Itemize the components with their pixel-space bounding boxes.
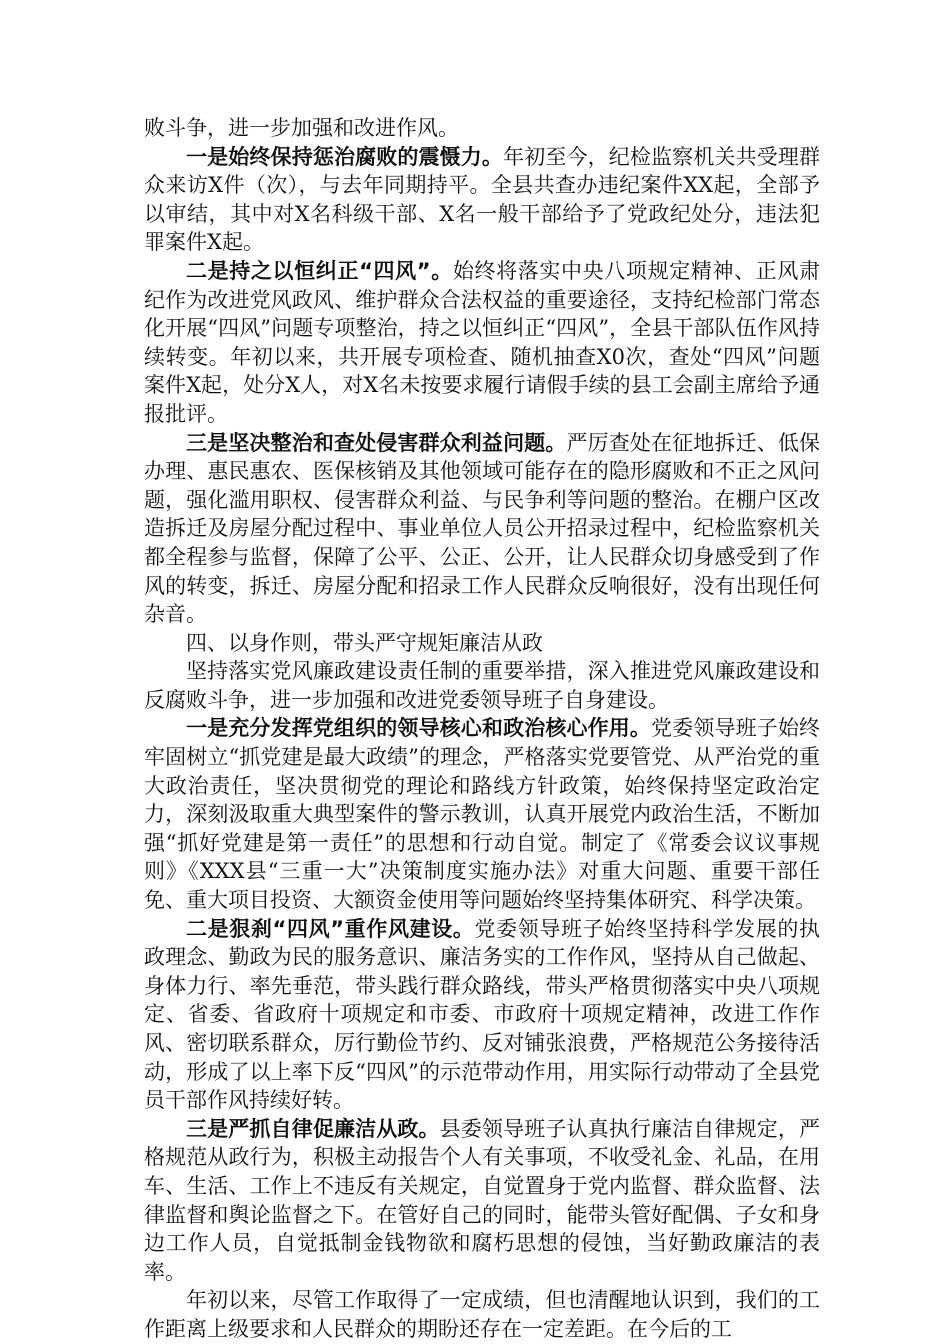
- paragraph-1: [144, 143, 820, 257]
- paragraph-text: 年初至今，纪检监察机关共受理群众来访X件（次），与去年同期持平。全县共查办违纪案件XX起，全部予以审结，其中对X名科级干部、X名一般干部给予了党政纪处分，违法犯罪案件X起。: [144, 144, 821, 255]
- section-heading-4: [144, 629, 820, 658]
- paragraph-text: 坚持落实党风廉政建设责任制的重要举措，深入推进党风廉政建设和反腐败斗争，进一步加强和改进党委领导班子自身建设。: [144, 659, 820, 712]
- paragraph-9: [144, 1286, 820, 1343]
- document-body: [144, 114, 820, 1344]
- paragraph-text: 年初以来，尽管工作取得了一定成绩，但也清醒地认识到，我们的工作距离上级要求和人民群众的期盼还存在一定差距。在今后的工: [144, 1288, 820, 1341]
- paragraph-7: [144, 915, 820, 1115]
- paragraph-0: [144, 114, 820, 143]
- paragraph-8: [144, 1115, 820, 1287]
- paragraph-text: 始终将落实中央八项规定精神、正风肃纪作为改进党风政风、维护群众合法权益的重要途径，支持纪检部门常态化开展“四风”问题专项整治，持之以恒纠正“四风”，全县干部队伍作风持续转变。年初以来，共开展专项检查、随机抽查X0次，查处“四风”问题案件X起，处分X人，对X名未按要求履行请假手续的县工会副主席给予通报批评。: [144, 258, 821, 426]
- paragraph-text: 败斗争，进一步加强和改进作风。: [144, 116, 459, 140]
- paragraph-text: 严厉查处在征地拆迁、低保办理、惠民惠农、医保核销及其他领域可能存在的隐形腐败和不正之风问题，强化滥用职权、侵害群众利益、与民争利等问题的整治。在棚户区改造拆迁及房屋分配过程中、事业单位人员公开招录过程中，纪检监察机关都全程参与监督，保障了公平、公正、公开，让人民群众切身感受到了作风的转变，拆迁、房屋分配和招录工作人民群众反响很好，没有出现任何杂音。: [144, 430, 821, 627]
- paragraph-3: [144, 429, 820, 629]
- paragraph-lead: 一是充分发挥党组织的领导核心和政治核心作用。: [186, 716, 652, 741]
- paragraph-lead: 一是始终保持惩治腐败的震慑力。: [186, 144, 504, 169]
- paragraph-5: [144, 657, 820, 714]
- paragraph-6: [144, 714, 820, 914]
- paragraph-lead: 三是严抓自律促廉洁从政。: [186, 1116, 440, 1141]
- paragraph-text: 党委领导班子始终坚持科学发展的执政理念、勤政为民的服务意识、廉洁务实的工作作风，坚持从自己做起、身体力行、率先垂范，带头践行群众路线，带头严格贯彻落实中央八项规定、省委、省政府十项规定和市委、市政府十项规定精神，改进工作作风、密切联系群众，厉行勤俭节约、反对铺张浪费，严格规范公务接待活动，形成了以上率下反“四风”的示范带动作用，用实际行动带动了全县党员干部作风持续好转。: [144, 916, 820, 1113]
- paragraph-2: [144, 257, 820, 429]
- paragraph-text: 党委领导班子始终牢固树立“抓党建是最大政绩”的理念，严格落实党要管党、从严治党的重大政治责任，坚决贯彻党的理论和路线方针政策，始终保持坚定政治定力，深刻汲取重大典型案件的警示教训，认真开展党内政治生活，不断加强“抓好党建是第一责任”的思想和行动自觉。制定了《常委会议议事规则》《XXX县“三重一大”决策制度实施办法》对重大问题、重要干部任免、重大项目投资、大额资金使用等问题始终坚持集体研究、科学决策。: [144, 716, 821, 913]
- section-heading-text: 四、以身作则，带头严守规矩廉洁从政: [186, 630, 543, 655]
- paragraph-text: 县委领导班子认真执行廉洁自律规定，严格规范从政行为，积极主动报告个人有关事项，不收受礼金、礼品，在用车、生活、工作上不违反有关规定，自觉置身于党内监督、群众监督、法律监督和舆论监督之下。在管好自己的同时，能带头管好配偶、子女和身边工作人员，自觉抵制金钱物欲和腐朽思想的侵蚀，当好勤政廉洁的表率。: [144, 1116, 820, 1284]
- paragraph-lead: 二是狠刹“四风”重作风建设。: [186, 916, 475, 941]
- paragraph-lead: 三是坚决整治和查处侵害群众利益问题。: [186, 430, 567, 455]
- paragraph-lead: 二是持之以恒纠正“四风”。: [186, 258, 453, 283]
